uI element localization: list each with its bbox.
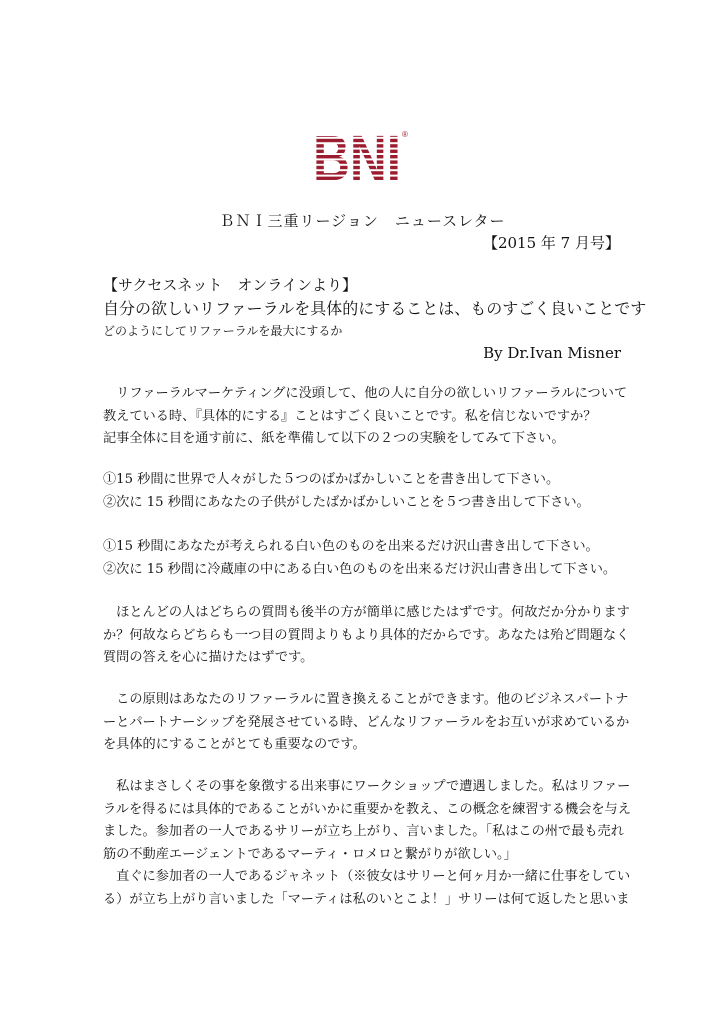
paragraph-experiment-2 [103, 536, 623, 581]
paragraph-intro [103, 383, 628, 451]
registered-mark: ® [402, 130, 408, 139]
text-line: ほとんどの人はどちらの質問も後半の方が簡単に感じたはずです。何故だか分かります [103, 605, 630, 620]
text-line: 教えている時、『具体的にする』ことはすごく良いことです。私を信じないですか？ [103, 408, 597, 424]
paragraph-workshop-story [103, 776, 631, 911]
issue-date: 【2015 年 7 月号】 [482, 234, 620, 252]
article-subheadline: どのようにしてリファーラルを最大にするか [103, 324, 343, 338]
text-line: 記事全体に目を通す前に、紙を準備して以下の２つの実験をしてみて下さい。 [103, 431, 565, 446]
logo-text: BNI [313, 128, 401, 182]
text-line: この原則はあなたのリファーラルに置き換えることができます。他のビジネスパートナ [103, 692, 629, 707]
text-line: ①15 秒間に世界で人々がした５つのばかばかしいことを書き出して下さい。 [103, 472, 560, 487]
newsletter-title: ＢＮＩ三重リージョン ニュースレター [219, 212, 506, 230]
text-line: ①15 秒間にあなたが考えられる白い色のものを出来るだけ沢山書き出して下さい。 [103, 539, 599, 554]
paragraph-explanation [103, 602, 630, 670]
text-line: る）が立ち上がり言いました「マーティは私のいとこよ！」サリーは何て返したと思いま [103, 891, 630, 907]
bni-logo [313, 128, 408, 182]
article-headline: 自分の欲しいリファーラルを具体的にすることは、ものすごく良いことです [103, 299, 647, 318]
text-line: ②次に 15 秒間にあなたの子供がしたばかばかしいことを５つ書き出して下さい。 [103, 494, 590, 510]
text-line: 直ぐに参加者の一人であるジャネット（※彼女はサリーと何ヶ月か一緒に仕事をしてい [103, 869, 631, 884]
author-byline: By Dr.Ivan Misner [483, 344, 621, 362]
paragraph-principle [103, 689, 630, 757]
text-line: リファーラルマーケティングに没頭して、他の人に自分の欲しいリファーラルについて [103, 386, 628, 401]
text-line: か？何故ならどちらも一つ目の質問よりもより具体的だからです。あなたは殆ど問題なく [103, 627, 630, 643]
text-line: ました。参加者の一人であるサリーが立ち上がり、言いました。「私はこの州で最も売れ [103, 824, 624, 839]
section-label: 【サクセスネット オンラインより】 [103, 276, 357, 294]
paragraph-experiment-1 [103, 469, 623, 514]
text-line: ②次に 15 秒間に冷蔵庫の中にある白い色のものを出来るだけ沢山書き出して下さい。 [103, 561, 617, 577]
text-line: ーとパートナーシップを発展させている時、どんなリファーラルをお互いが求めているか [103, 714, 630, 730]
text-line: を具体的にすることがとても重要なのです。 [103, 737, 366, 752]
text-line: ラルを得るには具体的であることがいかに重要かを教え、この概念を練習する機会を与え [103, 801, 631, 817]
text-line: 私はまさしくその事を象徴する出来事にワークショップで遭遇しました。私はリファー [103, 779, 631, 794]
text-line: 筋の不動産エージェントであるマーティ・ロメロと繋がりが欲しい。」 [103, 846, 517, 862]
text-line: 質問の答えを心に描けたはずです。 [103, 650, 314, 665]
